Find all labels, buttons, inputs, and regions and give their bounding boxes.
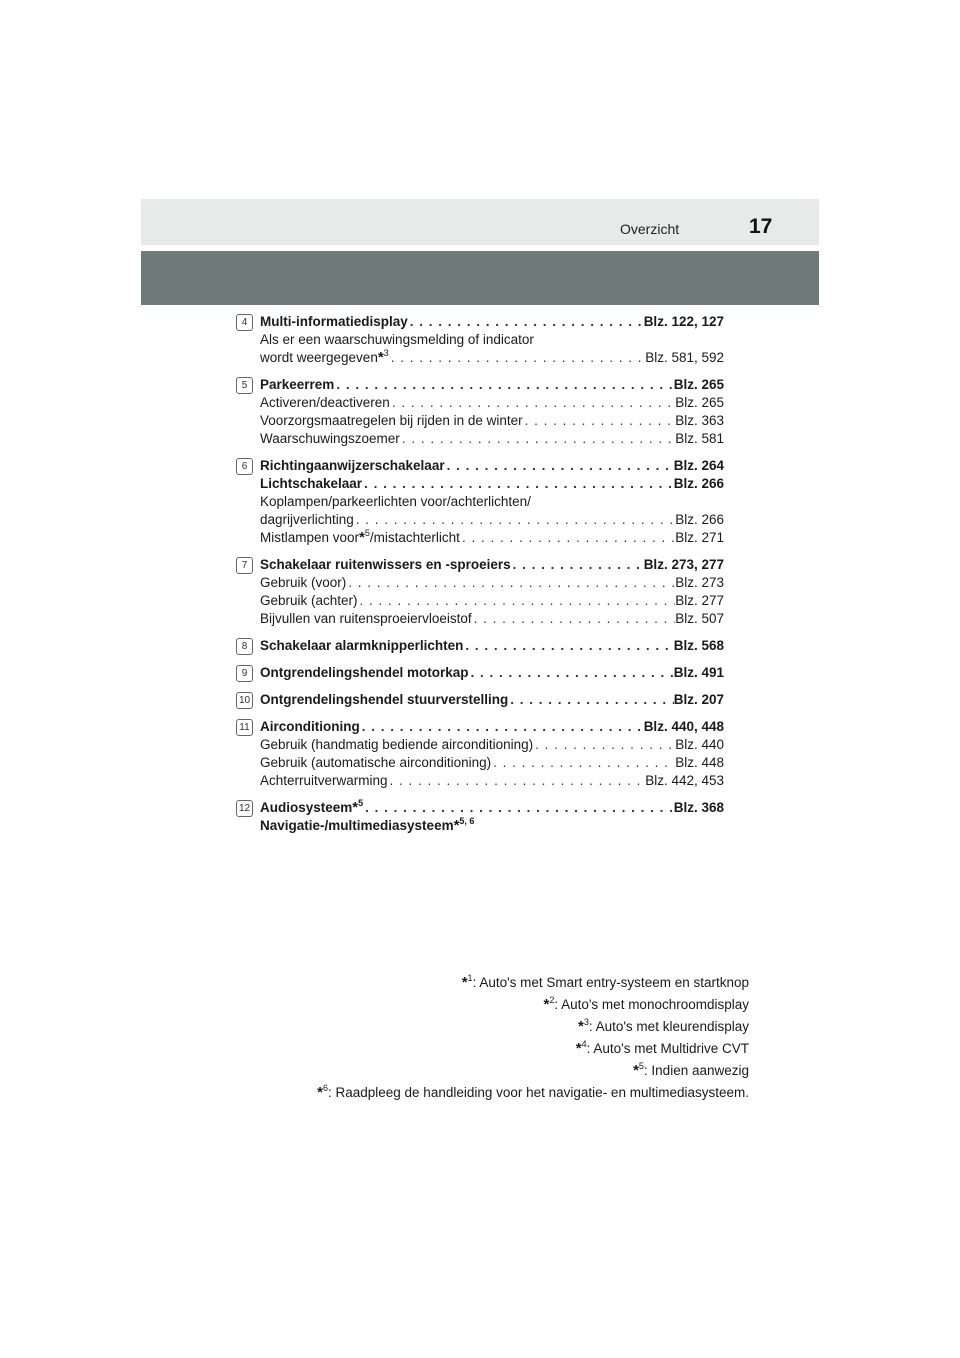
index-row[interactable] [260,664,724,682]
entry-label [260,511,354,529]
footnote-number: 6 [322,1083,328,1093]
entry-label [260,574,346,592]
entry-label [260,718,360,736]
dot-leader [346,574,675,592]
header-bar [141,199,819,245]
entry-label [260,494,531,509]
footnote-ref: 5, 6 [459,816,475,826]
dot-leader [388,772,646,790]
entry-text: Activeren/deactiveren [260,395,390,410]
footnote-text: : Raadpleeg de handleiding voor het navigatie- en multimediasysteem. [327,1085,749,1100]
page-reference: Blz. 581, 592 [645,350,724,365]
footnote-star: * [317,1084,323,1101]
index-row[interactable] [260,430,724,448]
page-reference: Blz. 507 [675,611,724,626]
dot-leader [408,313,644,331]
page-reference: Blz. 273, 277 [643,557,724,572]
section-6 [236,457,724,547]
index-row[interactable] [260,376,724,394]
entry-text: Gebruik (achter) [260,593,358,608]
footnote-text: : Indien aanwezig [643,1063,749,1078]
item-number-badge: 8 [236,638,253,655]
entry-text: Multi-informatiedisplay [260,314,408,329]
index-row[interactable] [260,349,724,367]
dot-leader [363,799,674,817]
item-number-badge: 11 [236,719,253,736]
entry-text: Als er een waarschuwingsmelding of indicator [260,332,534,347]
page-reference: Blz. 568 [673,638,724,653]
index-row[interactable] [260,736,724,754]
entry-text: Parkeerrem [260,377,335,392]
footnote-number: 5 [638,1061,644,1071]
entry-text: Lichtschakelaar [260,476,363,491]
entry-text: Ontgrendelingshendel stuurverstelling [260,692,509,707]
dot-leader [334,376,673,394]
section-10 [236,691,724,709]
page-reference: Blz. 266 [675,512,724,527]
footnote-ref: 5 [358,798,364,808]
footnote-text: : Auto's met monochroomdisplay [554,997,749,1012]
footnote-3 [317,1016,749,1038]
entry-text: Navigatie-/multimediasysteem [260,818,454,833]
dot-leader [445,457,674,475]
dot-leader [389,349,646,367]
footnotes [317,972,749,1104]
index-list [236,313,724,844]
entry-text-after: /mistachterlicht [369,530,460,545]
entry-text: Richtingaanwijzerschakelaar [260,458,445,473]
page-title: Overzicht [620,221,680,237]
footnote-5 [317,1060,749,1082]
dot-leader [463,637,673,655]
footnote-text: : Auto's met Smart entry-systeem en startknop [472,975,749,990]
dot-leader [460,529,675,547]
index-row[interactable] [260,592,724,610]
page-reference: Blz. 265 [673,377,724,392]
item-number-badge: 12 [236,800,253,817]
section-8 [236,637,724,655]
entry-text: Ontgrendelingshendel motorkap [260,665,469,680]
footnote-star: * [575,1040,582,1057]
entry-label [260,799,363,817]
index-row[interactable] [260,754,724,772]
entry-label [260,736,533,754]
page-reference: Blz. 207 [673,692,724,707]
page-reference: Blz. 491 [673,665,724,680]
index-row[interactable] [260,457,724,475]
entry-label [260,637,463,655]
dot-leader [508,691,673,709]
entry-text: Audiosysteem [260,800,353,815]
dot-leader [360,718,644,736]
dot-leader [491,754,675,772]
entry-label [260,332,534,347]
entry-label [260,754,491,772]
entry-label [260,818,474,833]
item-number-badge: 9 [236,665,253,682]
footnote-star: * [377,349,384,366]
item-number-badge: 5 [236,377,253,394]
entry-text: wordt weergegeven [260,350,378,365]
footnote-2 [317,994,749,1016]
dot-leader [472,610,676,628]
entry-label [260,457,445,475]
dot-leader [533,736,675,754]
page-number: 17 [749,215,773,238]
index-row[interactable] [260,637,724,655]
index-row[interactable] [260,331,724,349]
page-reference: Blz. 581 [675,431,724,446]
footnote-text: : Auto's met kleurendisplay [588,1019,749,1034]
page-reference: Blz. 271 [675,530,724,545]
footnote-star: * [352,799,359,816]
entry-label [260,610,472,628]
section-7 [236,556,724,628]
index-row[interactable] [260,772,724,790]
entry-label [260,475,362,493]
index-row[interactable] [260,610,724,628]
entry-label [260,412,523,430]
index-row[interactable] [260,799,724,817]
dot-leader [390,394,675,412]
page-reference: Blz. 264 [673,458,724,473]
dot-leader [469,664,674,682]
page-reference: Blz. 277 [675,593,724,608]
section-12 [236,799,724,835]
entry-text: Waarschuwingszoemer [260,431,400,446]
section-5 [236,376,724,448]
index-row[interactable] [260,574,724,592]
entry-text: Mistlampen voor [260,530,360,545]
index-row[interactable] [260,691,724,709]
entry-label [260,430,400,448]
page-reference: Blz. 448 [675,755,724,770]
dot-leader [354,511,675,529]
index-row[interactable] [260,511,724,529]
footnote-star: * [453,817,460,834]
page-reference: Blz. 442, 453 [645,773,724,788]
entry-label [260,394,390,412]
item-number-badge: 7 [236,557,253,574]
index-row[interactable] [260,817,724,835]
entry-label [260,313,408,331]
header-band [141,251,819,305]
index-row[interactable] [260,475,724,493]
entry-text: Gebruik (handmatig bediende airconditioning) [260,737,534,752]
footnote-number: 2 [549,995,555,1005]
entry-text: Koplampen/parkeerlichten voor/achterlichten/ [260,494,531,509]
page-reference: Blz. 122, 127 [643,314,724,329]
dot-leader [362,475,674,493]
dot-leader [523,412,676,430]
entry-text: Achterruitverwarming [260,773,388,788]
footnote-ref: 3 [383,348,389,358]
entry-text: Voorzorgsmaatregelen bij rijden in de winter [260,413,523,428]
footnote-1 [317,972,749,994]
section-9 [236,664,724,682]
entry-label [260,592,358,610]
entry-label [260,376,334,394]
entry-text: Schakelaar ruitenwissers en -sproeiers [260,557,511,572]
dot-leader [400,430,675,448]
index-row[interactable] [260,313,724,331]
index-row[interactable] [260,718,724,736]
footnote-star: * [633,1062,639,1079]
entry-label [260,556,511,574]
index-row[interactable] [260,493,724,511]
page-reference: Blz. 363 [675,413,724,428]
footnote-number: 4 [581,1039,587,1049]
page-reference: Blz. 440 [675,737,724,752]
footnote-number: 3 [583,1017,589,1027]
entry-label [260,529,460,547]
index-row[interactable] [260,556,724,574]
item-number-badge: 4 [236,314,253,331]
footnote-number: 1 [467,973,473,983]
page-reference: Blz. 368 [673,800,724,815]
page-reference: Blz. 265 [675,395,724,410]
dot-leader [358,592,676,610]
page-reference: Blz. 440, 448 [643,719,724,734]
index-row[interactable] [260,529,724,547]
item-number-badge: 6 [236,458,253,475]
entry-text: Schakelaar alarmknipperlichten [260,638,464,653]
entry-text: Airconditioning [260,719,360,734]
entry-text: Gebruik (voor) [260,575,347,590]
page-reference: Blz. 273 [675,575,724,590]
footnote-text: : Auto's met Multidrive CVT [586,1041,749,1056]
index-row[interactable] [260,394,724,412]
entry-text: Bijvullen van ruitensproeiervloeistof [260,611,472,626]
page-reference: Blz. 266 [673,476,724,491]
footnote-star: * [359,529,365,546]
footnote-4 [317,1038,749,1060]
footnote-6 [317,1082,749,1104]
index-row[interactable] [260,412,724,430]
item-number-badge: 10 [236,692,253,709]
entry-text: Gebruik (automatische airconditioning) [260,755,492,770]
entry-label [260,691,508,709]
footnote-star: * [577,1018,584,1035]
entry-label [260,772,388,790]
section-4 [236,313,724,367]
entry-label [260,664,469,682]
footnote-star: * [461,974,468,991]
footnote-star: * [543,996,550,1013]
dot-leader [511,556,644,574]
entry-label [260,349,389,367]
footnote-ref: 5 [364,528,370,538]
entry-text: dagrijverlichting [260,512,354,527]
section-11 [236,718,724,790]
